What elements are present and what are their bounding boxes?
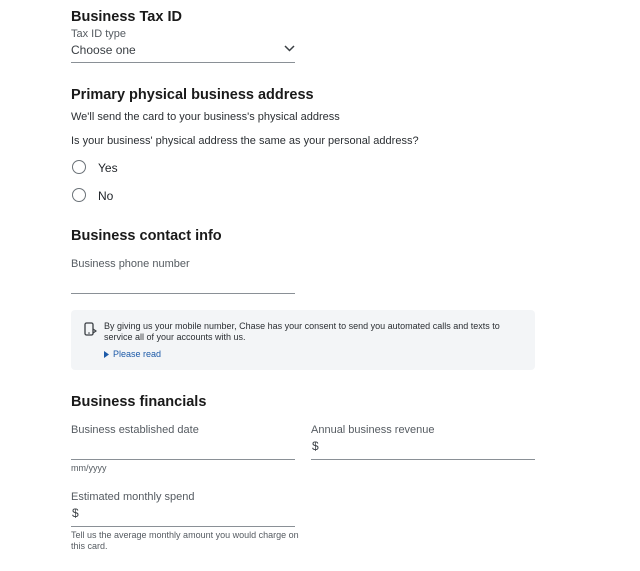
monthly-spend-help: Tell us the average monthly amount you would charge on this card. bbox=[71, 530, 299, 551]
radio-yes[interactable] bbox=[72, 160, 86, 174]
contact-heading: Business contact info bbox=[71, 228, 222, 244]
annual-revenue-prefix: $ bbox=[312, 439, 319, 453]
please-read-label[interactable]: Please read bbox=[113, 349, 162, 359]
radio-no[interactable] bbox=[72, 188, 86, 202]
annual-revenue-underline bbox=[311, 459, 535, 460]
monthly-spend-underline bbox=[71, 526, 295, 527]
consent-notice bbox=[71, 310, 535, 370]
tax-id-type-value: Choose one bbox=[71, 43, 136, 57]
phone-label: Business phone number bbox=[71, 258, 190, 270]
please-read-link[interactable] bbox=[104, 349, 184, 361]
annual-revenue-label: Annual business revenue bbox=[311, 424, 435, 436]
monthly-spend-prefix: $ bbox=[72, 506, 79, 520]
tax-id-type-underline bbox=[71, 62, 295, 63]
address-option-no[interactable] bbox=[71, 187, 151, 205]
established-date-underline bbox=[71, 459, 295, 460]
consent-text: By giving us your mobile number, Chase has your consent to send you automated calls and texts to service all of your accounts with us. bbox=[104, 321, 500, 342]
mobile-consent-icon bbox=[83, 322, 97, 338]
address-description: We'll send the card to your business's physical address bbox=[71, 111, 340, 123]
address-heading: Primary physical business address bbox=[71, 87, 314, 103]
monthly-spend-field[interactable] bbox=[71, 491, 295, 528]
phone-field[interactable] bbox=[71, 258, 295, 295]
annual-revenue-field[interactable] bbox=[311, 424, 535, 461]
caret-right-icon bbox=[104, 351, 109, 358]
tax-id-heading: Business Tax ID bbox=[71, 9, 182, 25]
established-date-help: mm/yyyy bbox=[71, 463, 107, 473]
radio-no-label: No bbox=[98, 189, 114, 203]
established-date-field[interactable] bbox=[71, 424, 295, 461]
established-date-label: Business established date bbox=[71, 424, 199, 436]
tax-id-type-label: Tax ID type bbox=[71, 28, 127, 40]
address-question: Is your business' physical address the same as your personal address? bbox=[71, 135, 419, 147]
monthly-spend-label: Estimated monthly spend bbox=[71, 491, 195, 503]
address-option-yes[interactable] bbox=[71, 159, 151, 177]
financials-heading: Business financials bbox=[71, 394, 207, 410]
radio-yes-label: Yes bbox=[98, 161, 118, 175]
phone-underline bbox=[71, 293, 295, 294]
chevron-down-icon bbox=[284, 45, 295, 52]
tax-id-type-select[interactable] bbox=[71, 28, 295, 64]
